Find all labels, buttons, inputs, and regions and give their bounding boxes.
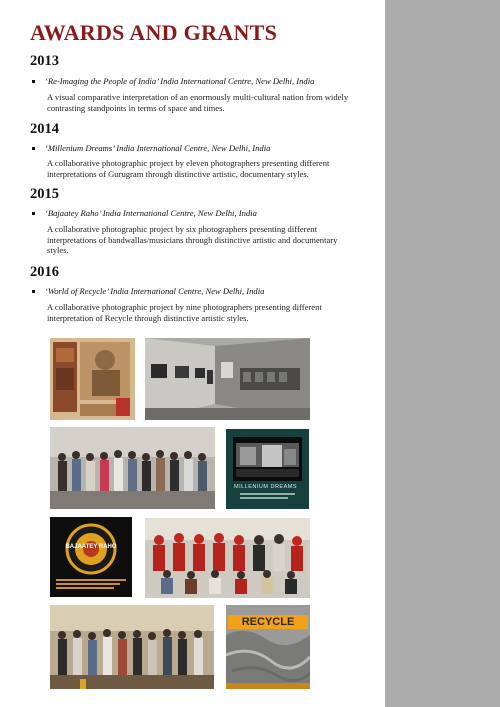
year-2016-heading: 2016: [30, 264, 59, 280]
entry-2016-title-text: ‘World of Recycle’ India International Centre, New Delhi, India: [45, 286, 265, 296]
photo-recycle-group: [50, 605, 214, 689]
bullet-icon: [32, 80, 35, 83]
recycle-poster-text: RECYCLE: [241, 616, 295, 628]
page-title: AWARDS AND GRANTS: [30, 20, 278, 45]
entry-2015-description: A collaborative photographic project by six photographers presenting different interpretations of bandwallas/musicians through distinctive artistic and documentary styles.: [47, 224, 338, 255]
year-2013-heading: 2013: [30, 53, 59, 69]
photo-millenium-poster: [226, 429, 309, 509]
year-2014-heading: 2014: [30, 121, 59, 137]
entry-2015-title-text: ‘Bajaatey Raho’ India International Centre, New Delhi, India: [45, 208, 257, 218]
photo-gallery-wall: [145, 338, 310, 420]
photo-bajaatey-group: [145, 518, 310, 598]
entry-2016-title: [32, 286, 264, 296]
photo-recycle-poster: [226, 605, 310, 689]
entry-2013-description: A visual comparative interpretation of an enormously multi-cultural nation from widely contrasting standpoints in terms of space and times.: [47, 92, 349, 113]
entry-2015-title: [32, 208, 257, 218]
year-2015-heading: 2015: [30, 186, 59, 202]
photo-reimaging-poster: [50, 338, 135, 420]
entry-2014-title: [32, 143, 270, 153]
bullet-icon: [32, 290, 35, 293]
right-sidebar-band: [385, 0, 500, 707]
bullet-icon: [32, 147, 35, 150]
entry-2013-title-text: ‘Re-Imaging the People of India’ India International Centre, New Delhi, India: [45, 76, 315, 86]
bullet-icon: [32, 212, 35, 215]
photo-millenium-group: [50, 427, 215, 509]
entry-2014-description: A collaborative photographic project by eleven photographers presenting different interpretations of Gurugram through distinctive artistic, documentary styles.: [47, 158, 330, 179]
entry-2013-title: [32, 76, 314, 86]
millenium-poster-text: MILLENIUM DREAMS: [234, 484, 298, 490]
photo-bajaatey-poster: [50, 517, 132, 597]
bajaatey-poster-text: BAJAATEY RAHO: [65, 544, 117, 550]
entry-2016-description: A collaborative photographic project by nine photographers presenting different interpretation of Recycle through distinctive artistic styles.: [47, 302, 322, 323]
entry-2014-title-text: ‘Millenium Dreams’ India International Centre, New Delhi, India: [45, 143, 271, 153]
